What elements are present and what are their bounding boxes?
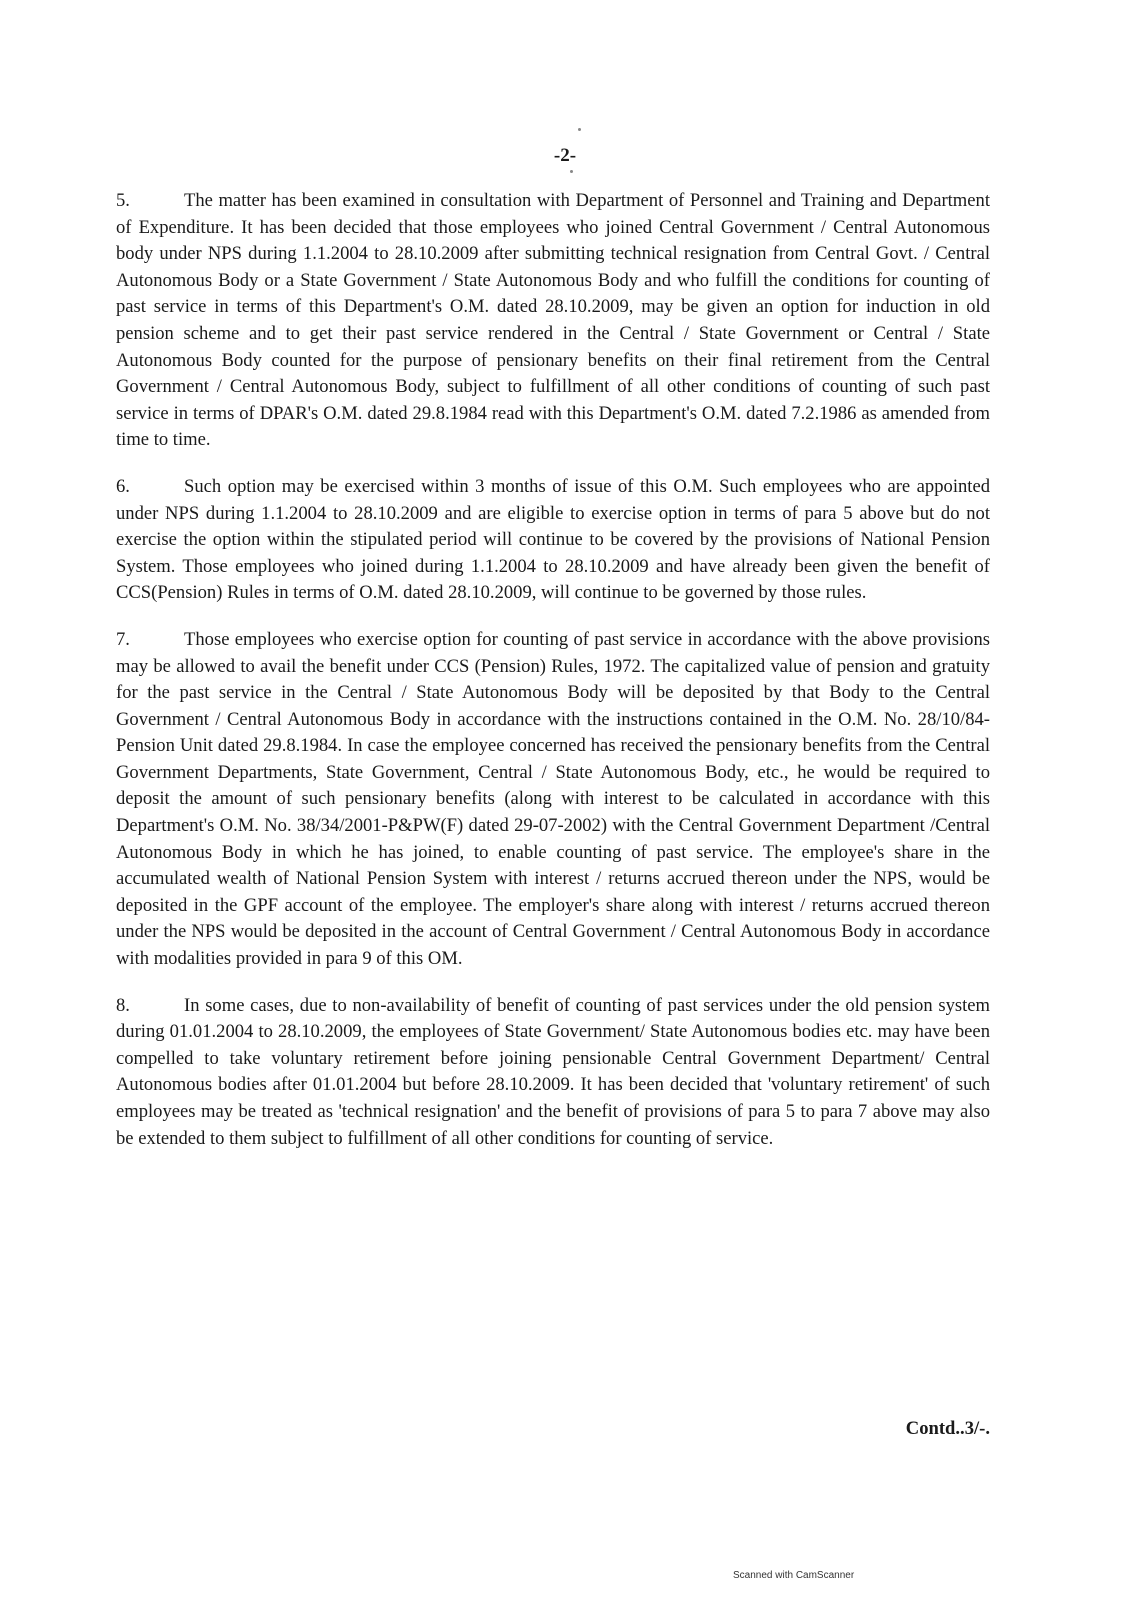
paragraph-text: Those employees who exercise option for counting of past service in accordance with the above provisions may be allowed to avail the benefit under CCS (Pension) Rules, 1972. The capitalized value of pension and gratuity for the past service in the Central / State Autonomous Body will be deposited by that Body to the Central Government / Central Autonomous Body in accordance with the instructions contained in the O.M. No. 28/10/84-Pension Unit dated 29.8.1984. In case the employee concerned has received the pensionary benefits from the Central Government Departments, State Government, Central / State Autonomous Body, etc., he would be required to deposit the amount of such pensionary benefits (along with interest to be calculated in accordance with this Department's O.M. No. 38/34/2001-P&PW(F) dated 29-07-2002) with the Central Government Department /Central Autonomous Body in which he has joined, to enable counting of past service. The employee's share in the accumulated wealth of National Pension System with interest / returns accrued thereon under the NPS, would be deposited in the GPF account of the employee. The employer's share along with interest / returns accrued thereon under the NPS would be deposited in the account of Central Government / Central Autonomous Body in accordance with modalities provided in para 9 of this OM. — [116, 628, 990, 970]
scanner-watermark: Scanned with CamScanner — [733, 1570, 855, 1581]
paragraph-number: 5. — [116, 190, 130, 211]
paragraph-text: Such option may be exercised within 3 months of issue of this O.M. Such employees who are appointed under NPS during 1.1.2004 to 28.10.2009 and are eligible to exercise option in terms of para 5 above but do not exercise the option within the stipulated period will continue to be covered by the provisions of National Pension System. Those employees who joined during 1.1.2004 to 28.10.2009 and have already been given the benefit of CCS(Pension) Rules in terms of O.M. dated 28.10.2009, will continue to be governed by those rules. — [116, 475, 990, 604]
paragraph-8 — [116, 993, 990, 1153]
scan-speck — [578, 128, 581, 131]
continuation-note: Contd..3/-. — [905, 1418, 990, 1439]
paragraph-7 — [116, 627, 990, 973]
paragraph-text: The matter has been examined in consultation with Department of Personnel and Training and Department of Expenditure. It has been decided that those employees who joined Central Government / Central Autonomous body under NPS during 1.1.2004 to 28.10.2009 after submitting technical resignation from Central Govt. / Central Autonomous Body or a State Government / State Autonomous Body and who fulfill the conditions for counting of past service in terms of this Department's O.M. dated 28.10.2009, may be given an option for induction in old pension scheme and to get their past service rendered in the Central / State Government or Central / State Autonomous Body counted for the purpose of pensionary benefits on their final retirement from the Central Government / Central Autonomous Body, subject to fulfillment of all other conditions of counting of such past service in terms of DPAR's O.M. dated 29.8.1984 read with this Department's O.M. dated 7.2.1986 as amended from time to time. — [116, 190, 990, 451]
document-body — [116, 188, 990, 1172]
paragraph-number: 6. — [116, 475, 130, 497]
paragraph-number: 8. — [116, 994, 130, 1016]
paragraph-number: 7. — [116, 628, 130, 650]
page-number: -2- — [553, 145, 577, 166]
scan-speck — [570, 170, 573, 173]
paragraph-6 — [116, 474, 990, 607]
paragraph-text: In some cases, due to non-availability of benefit of counting of past services under the old pension system during 01.01.2004 to 28.10.2009, the employees of State Government/ State Autonomous bodies etc. may have been compelled to take voluntary retirement before joining pensionable Central Government Department/ Central Autonomous bodies after 01.01.2004 but before 28.10.2009. It has been decided that 'voluntary retirement' of such employees may be treated as 'technical resignation' and the benefit of provisions of para 5 to para 7 above may also be extended to them subject to fulfillment of all other conditions for counting of service. — [116, 994, 990, 1149]
paragraph-5 — [116, 188, 990, 454]
